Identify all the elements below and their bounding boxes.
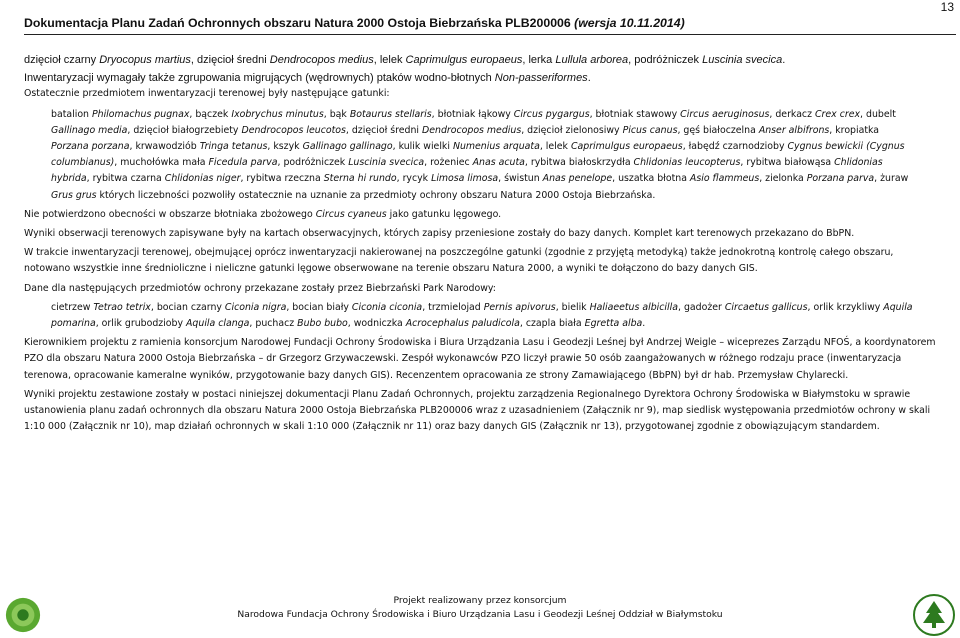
paragraph-final-subjects-intro: Ostatecznie przedmiotem inwentaryzacji terenowej były następujące gatunki: (24, 88, 390, 100)
document-body (24, 52, 942, 438)
paragraph-project-team: Kierownikiem projektu z ramienia konsorcjum Narodowej Fundacji Ochrony Środowiska i Biura Urządzania Lasu i Geodezji Leśnej był Andrzej Weigle – wiceprezes Zarządu NFOŚ, a koordynatorem PZO dla obszaru Natura 2000 Ostoja Biebrzańska – dr Grzegorz Grzywaczewski. Zespół wykonawców PZO liczył prawie 50 osób zaangażowanych w różnego rodzaju prace (inwentaryzacja terenowa, opracowanie kameralne wyników, przygotowanie bazy danych GIS). Recenzentem opracowania ze strony Zamawiającego (BbPN) był dr hab. Przemysław Chylarecki. (24, 337, 936, 381)
paragraph-inventory-method: W trakcie inwentaryzacji terenowej, obejmującej oprócz inwentaryzacji nakierowanej na poszczególne gatunki (zgodnie z przyjętą metodyką) także jednokrotną kontrolę całego obszaru, notowano wszystkie inne średnioliczne i nieliczne gatunki lęgowe obserwowane na terenie obszaru Natura 2000, a wyniki te dołączono do bazy danych GIS. (24, 247, 894, 275)
paragraph-park-species: cietrzew Tetrao tetrix, bocian czarny Ciconia nigra, bocian biały Ciconia ciconia, trzmielojad Pernis apivorus, bielik Haliaeetus albicilla, gadożer Circaetus gallicus, orlik krzykliwy Aquila pomarina, orlik grubodzioby Aquila clanga, puchacz Bubo bubo, wodniczka Acrocephalus paludicola, czapla biała Egretta alba. (51, 301, 913, 330)
header-title-plain: Dokumentacja Planu Zadań Ochronnych obszaru Natura 2000 Ostoja Biebrzańska PLB200006 (24, 16, 575, 30)
paragraph-project-results: Wyniki projektu zestawione zostały w postaci niniejszej dokumentacji Planu Zadań Ochronnych, projektu zarządzenia Regionalnego Dyrektora Ochrony Środowiska w Białymstoku w sprawie ustanowienia planu zadań ochronnych dla obszaru Natura 2000 Ostoja Biebrzańska PLB200006 wraz z uzasadnieniem (Załącznik nr 9), map siedlisk występowania przedmiotów ochrony w skali 1:10 000 (Załącznik nr 10), map działań ochronnych w skali 1:10 000 (Załącznik nr 11) oraz bazy danych GIS (Załącznik nr 13), przygotowanej zgodnie z obowiązującym standardem. (24, 388, 931, 433)
paragraph-circus-cyaneus: Nie potwierdzono obecności w obszarze błotniaka zbożowego Circus cyaneus jako gatunku lęgowego. (24, 208, 502, 220)
paragraph-park-data-intro: Dane dla następujących przedmiotów ochrony przekazane zostały przez Biebrzański Park Narodowy: (24, 282, 496, 294)
paragraph-observation-cards: Wyniki obserwacji terenowych zapisywane były na kartach obserwacyjnych, których zapisy przeniesione zostały do bazy danych. Komplet kart terenowych przekazano do BbPN. (24, 228, 855, 240)
header-divider (24, 34, 956, 35)
footer-line-2: Narodowa Fundacja Ochrony Środowiska i Biuro Urządzania Lasu i Geodezji Leśnej Oddział w Białymstoku (237, 609, 723, 620)
paragraph-species-list: batalion Philomachus pugnax, bączek Ixobrychus minutus, bąk Botaurus stellaris, błotniak łąkowy Circus pygargus, błotniak stawowy Circus aeruginosus, derkacz Crex crex, dubelt Gallinago media, dzięcioł białogrzebiety Dendrocopos leucotos, dzięcioł średni Dendrocopos medius, dzięcioł zielonosiwy Picus canus, gęś białoczelna Anser albifrons, kropiatka Porzana porzana, krwawodziób Tringa tetanus, kszyk Gallinago gallinago, kulik wielki Numenius arquata, lelek Caprimulgus europaeus, łabędź czarnodzioby Cygnus bewickii (Cygnus columbianus), muchołówka mała Ficedula parva, podróżniczek Luscinia svecica, rożeniec Anas acuta, rybitwa białoskrzydła Chlidonias leucopterus, rybitwa białowąsa Chlidonias hybrida, rybitwa czarna Chlidonias niger, rybitwa rzeczna Sterna hi rundo, rycyk Limosa limosa, świstun Anas penelope, uszatka błotna Asio flammeus, zielonka Porzana parva, żuraw Grus grus których liczebności pozwoliły ostatecznie na uznanie za przedmioty ochrony obszaru Natura 2000 Ostoja Biebrzańska. (51, 108, 909, 201)
footer-line-1: Projekt realizowany przez konsorcjum (393, 595, 567, 606)
page-header-title (24, 16, 685, 30)
forest-office-logo-icon (912, 593, 956, 637)
paragraph-species-continued: dzięcioł czarny Dryocopus martius, dzięcioł średni Dendrocopos medius, lelek Caprimulgus europaeus, lerka Lullula arborea, podróżniczek Luscinia svecica. (24, 54, 786, 66)
page-number: 13 (940, 0, 954, 14)
header-version: (wersja 10.11.2014) (574, 16, 685, 30)
paragraph-migratory-birds: Inwentaryzacji wymagały także zgrupowania migrujących (wędrownych) ptaków wodno-błotnych Non-passeriformes. (24, 72, 591, 85)
